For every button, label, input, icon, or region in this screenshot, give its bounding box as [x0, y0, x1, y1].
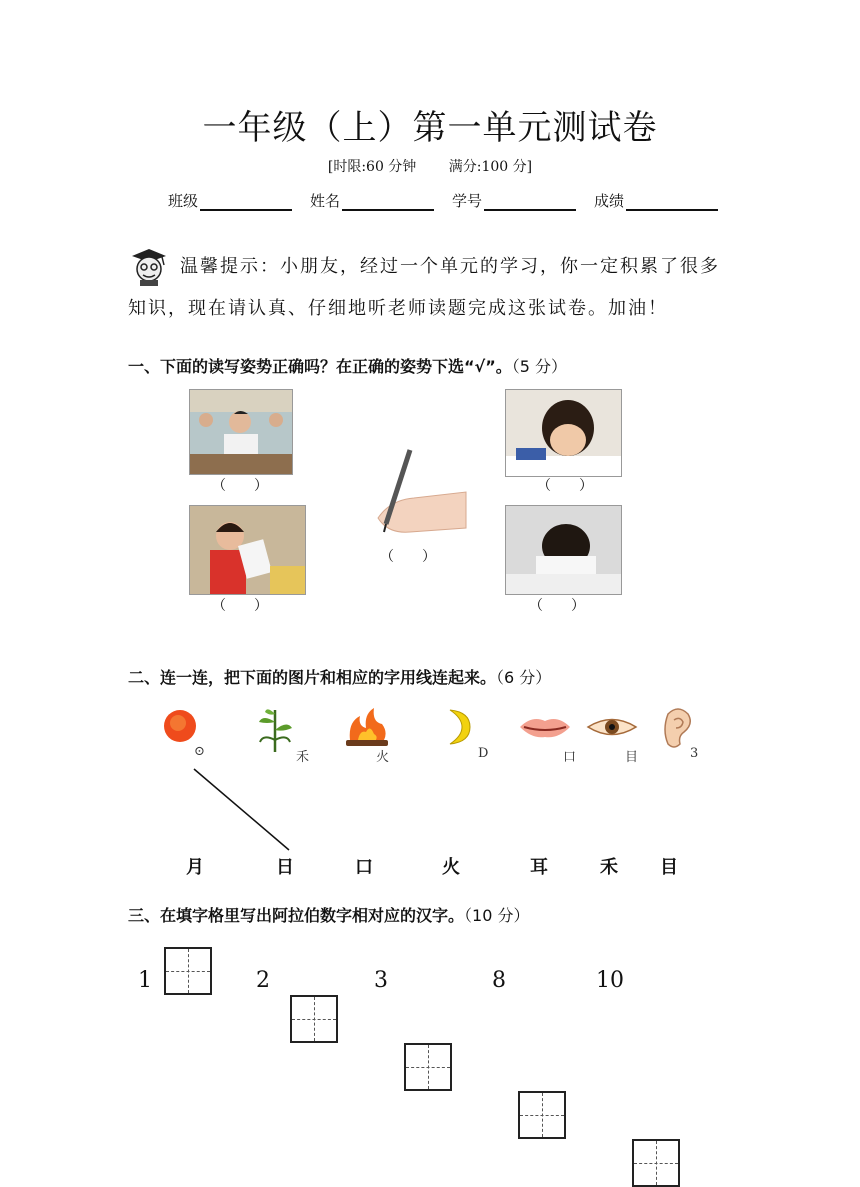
grain-icon[interactable]: [255, 704, 295, 752]
writing-grid-1[interactable]: [164, 947, 212, 995]
section1-title: 一、下面的读写姿势正确吗？在正确的姿势下选“√”。: [128, 357, 512, 376]
writing-grid-4[interactable]: [518, 1091, 566, 1139]
writing-posture-photo-5: [505, 505, 622, 595]
grain-ancient-glyph: 禾: [296, 750, 310, 765]
eye-icon[interactable]: [586, 714, 638, 740]
score-field[interactable]: [594, 190, 718, 211]
sun-ancient-glyph: ⊙: [194, 744, 205, 759]
class-blank[interactable]: [200, 193, 292, 211]
tip-paragraph: [128, 246, 738, 330]
class-field[interactable]: [168, 190, 292, 211]
section1-heading: [128, 354, 567, 377]
exam-meta: [0, 156, 860, 176]
answer-paren-2[interactable]: （ ）: [537, 478, 593, 494]
answer-paren-5[interactable]: （ ）: [529, 598, 585, 614]
number-label-3: 3: [374, 968, 388, 993]
writing-grid-5[interactable]: [632, 1139, 680, 1187]
sun-icon[interactable]: [158, 708, 204, 744]
section3-title: 三、在填字格里写出阿拉伯数字相对应的汉字。: [128, 906, 465, 925]
ear-ancient-glyph: 3: [690, 746, 699, 761]
student-info-row: [168, 190, 718, 211]
reading-posture-photo-1: [189, 389, 293, 475]
moon-ancient-glyph: D: [478, 746, 489, 761]
student-id-field[interactable]: [452, 190, 576, 211]
answer-paren-3[interactable]: （ ）: [380, 549, 436, 565]
answer-paren-1[interactable]: （ ）: [212, 478, 268, 494]
writing-grid-3[interactable]: [404, 1043, 452, 1091]
char-option-he[interactable]: 禾: [600, 857, 618, 878]
section2-heading: [128, 665, 551, 688]
fire-icon[interactable]: [342, 706, 392, 748]
name-label: 姓名: [310, 192, 341, 210]
writing-grid-2[interactable]: [290, 995, 338, 1043]
eye-ancient-glyph: 目: [625, 750, 639, 765]
ear-icon[interactable]: [660, 706, 694, 750]
number-label-1: 1: [138, 968, 152, 993]
tip-text: 温馨提示：小朋友，经过一个单元的学习，你一定积累了很多知识，现在请认真、仔细地听老师读题完成这张试卷。加油！: [128, 256, 720, 319]
section3-points: （10 分）: [464, 906, 530, 925]
mouth-ancient-glyph: 口: [563, 750, 577, 765]
reading-posture-photo-4: [189, 505, 306, 595]
number-label-2: 2: [256, 968, 270, 993]
char-option-kou[interactable]: 口: [355, 857, 373, 878]
time-limit: [时限:60 分钟: [327, 159, 417, 175]
name-blank[interactable]: [342, 193, 434, 211]
fire-ancient-glyph: 火: [376, 750, 390, 765]
score-label: 成绩: [594, 192, 625, 210]
mouth-icon[interactable]: [518, 713, 572, 741]
section2-points: （6 分）: [496, 668, 552, 687]
pen-holding-photo-3: [370, 448, 470, 538]
moon-icon[interactable]: [436, 708, 476, 746]
name-field[interactable]: [310, 190, 434, 211]
number-label-8: 8: [492, 968, 506, 993]
page-title: 一年级（上）第一单元测试卷: [202, 108, 658, 148]
answer-paren-4[interactable]: （ ）: [212, 598, 268, 614]
char-option-yue[interactable]: 月: [186, 857, 204, 878]
full-score: 满分:100 分]: [448, 159, 533, 175]
number-label-10: 10: [596, 968, 624, 993]
student-id-blank[interactable]: [484, 193, 576, 211]
student-id-label: 学号: [452, 192, 483, 210]
section3-heading: [128, 903, 529, 926]
section2-title: 二、连一连，把下面的图片和相应的字用线连起来。: [128, 668, 497, 687]
char-option-mu[interactable]: 目: [660, 857, 678, 878]
char-option-huo[interactable]: 火: [442, 857, 460, 878]
class-label: 班级: [168, 192, 199, 210]
score-blank[interactable]: [626, 193, 718, 211]
section1-points: （5 分）: [511, 357, 567, 376]
writing-posture-photo-2: [505, 389, 622, 477]
char-option-ri[interactable]: 日: [276, 857, 294, 878]
char-option-er[interactable]: 耳: [530, 857, 548, 878]
